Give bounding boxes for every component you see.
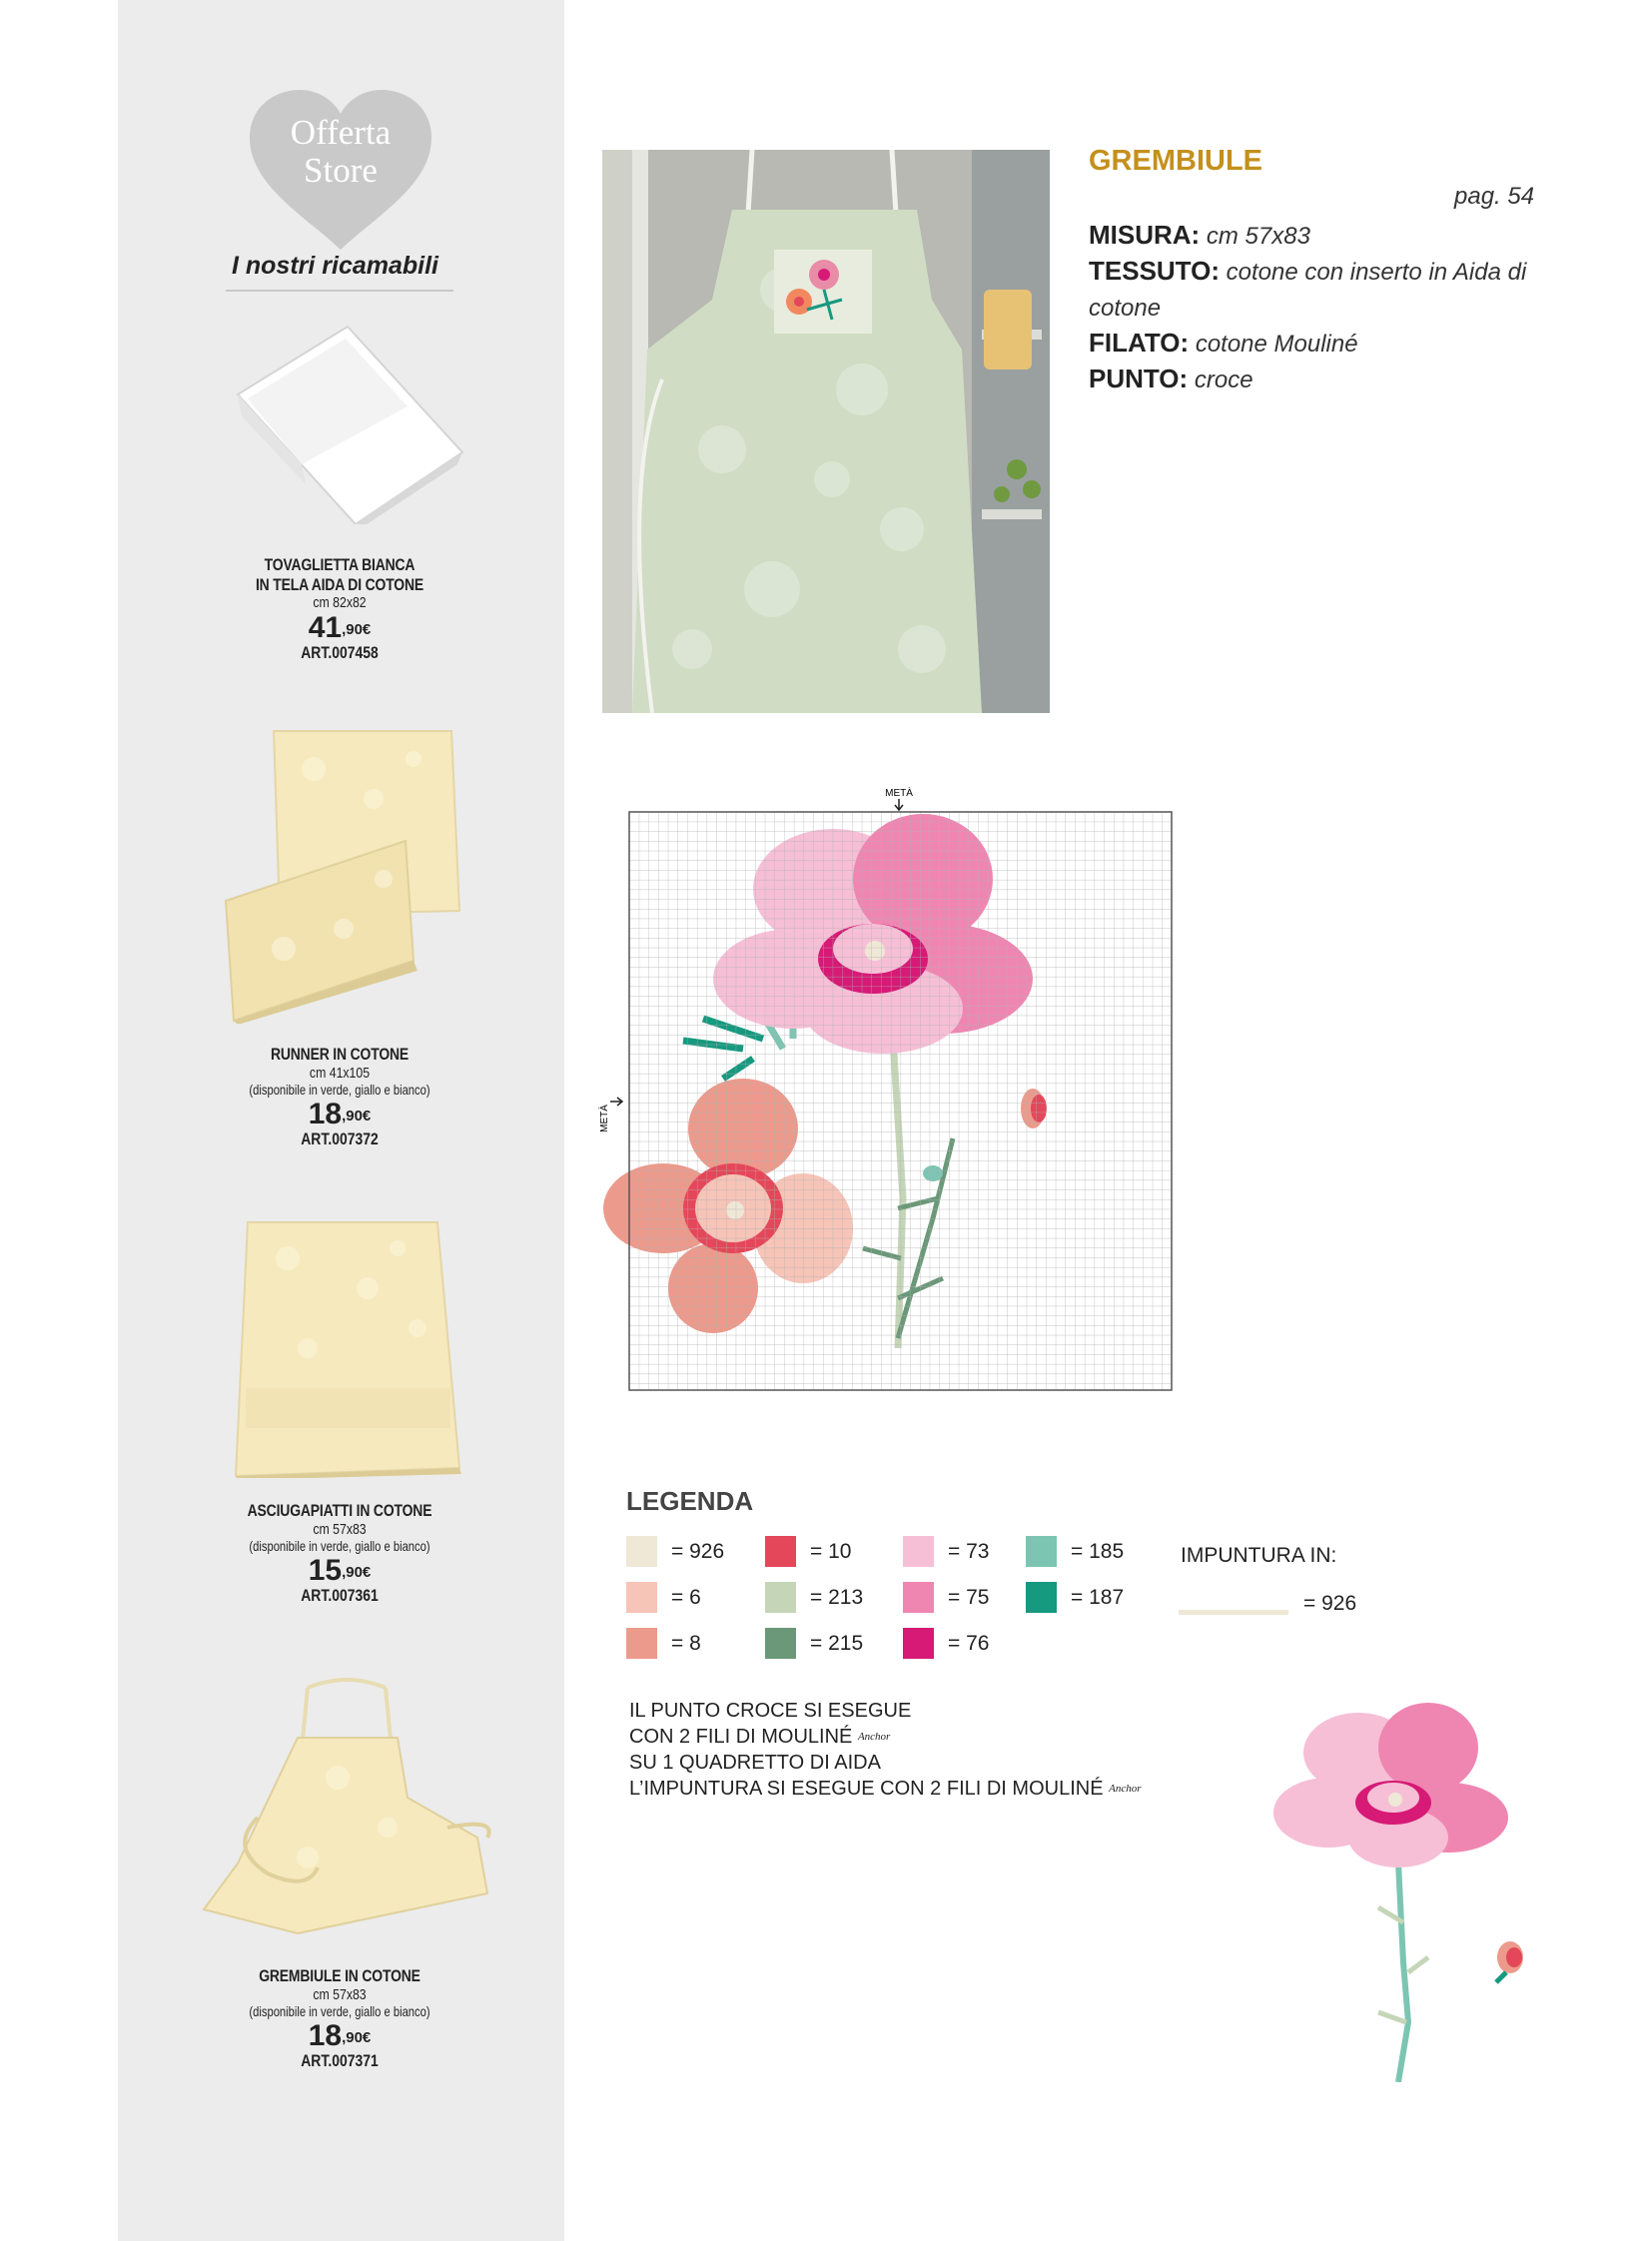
spec-punto: PUNTO: croce	[1089, 364, 1253, 393]
meta-top-label: METÀ	[885, 788, 913, 799]
product-price: $18^{,90€}$	[308, 2018, 372, 2052]
product-name: GREMBIULE IN COTONE	[259, 1966, 420, 1985]
legend-code: = 76	[948, 1632, 990, 1655]
color-swatch	[626, 1582, 657, 1613]
product-runner[interactable]	[180, 1045, 499, 1148]
spec-tessuto: TESSUTO: cotone con inserto in Aida di cotone	[1089, 256, 1527, 322]
product-size: cm 57x83	[313, 1520, 367, 1538]
arrow-down-icon	[895, 799, 903, 810]
legend-code: = 187	[1071, 1586, 1125, 1609]
impuntura-title: IMPUNTURA IN:	[1181, 1544, 1337, 1567]
product-price: $15^{,90€}$	[308, 1553, 372, 1587]
offerta-store-badge	[248, 88, 433, 253]
instruction-line: L’IMPUNTURA SI ESEGUE CON 2 FILI DI MOULINÉ $^{Anchor}$	[629, 1778, 1142, 1800]
color-swatch	[1026, 1582, 1057, 1613]
color-swatch	[765, 1628, 796, 1659]
product-article: ART.007372	[301, 1128, 379, 1148]
page-title: GREMBIULE	[1089, 145, 1262, 177]
arrow-right-icon	[610, 1098, 622, 1106]
legend-code: = 8	[671, 1632, 701, 1655]
placemat-image	[228, 325, 467, 524]
product-note: (disponibile in verde, giallo e bianco)	[249, 2002, 430, 2019]
product-name: RUNNER IN COTONE	[270, 1045, 410, 1064]
legend-code: = 6	[671, 1586, 701, 1609]
product-note: (disponibile in verde, giallo e bianco)	[249, 1081, 430, 1098]
spec-filato: FILATO: cotone Mouliné	[1089, 328, 1358, 358]
apron-photo	[602, 150, 1050, 713]
product-name: ASCIUGAPIATTI IN COTONE	[247, 1501, 432, 1520]
spec-misura: MISURA: cm 57x83	[1089, 220, 1310, 250]
product-price: $41^{,90€}$	[308, 611, 372, 645]
legend-code: = 73	[948, 1540, 990, 1563]
instruction-line: SU 1 QUADRETTO DI AIDA	[629, 1752, 881, 1774]
product-size: cm 41x105	[309, 1064, 371, 1082]
product-note: (disponibile in verde, giallo e bianco)	[249, 1537, 430, 1554]
product-apron[interactable]	[180, 1966, 499, 2070]
legend-code: = 10	[810, 1540, 852, 1563]
color-swatch	[626, 1536, 657, 1567]
product-article: ART.007371	[301, 2050, 379, 2070]
apron-product-image	[198, 1678, 497, 1937]
anchor-logo: Anchor	[1109, 1783, 1142, 1795]
color-swatch	[1026, 1536, 1057, 1567]
color-swatch	[903, 1536, 934, 1567]
legend-code: = 215	[810, 1632, 864, 1655]
color-swatch	[626, 1628, 657, 1659]
color-swatch	[903, 1582, 934, 1613]
anchor-logo: Anchor	[857, 1731, 891, 1743]
impuntura-swatch	[1179, 1610, 1288, 1615]
sidebar-title: I nostri ricamabili	[232, 252, 439, 280]
page-number: pag. 54	[1454, 183, 1535, 210]
legend-code: = 75	[948, 1586, 990, 1609]
product-placemat[interactable]	[180, 555, 499, 663]
sidebar-divider	[226, 290, 453, 292]
stitched-motif-preview	[1258, 1693, 1538, 2082]
instructions	[629, 1698, 1142, 1802]
legend-code: = 926	[671, 1540, 725, 1563]
legend-code: = 213	[810, 1586, 864, 1609]
tea-towel-image	[228, 1218, 467, 1478]
meta-left-label: METÀ	[599, 1105, 610, 1132]
color-swatch	[903, 1628, 934, 1659]
product-name-2: IN TELA AIDA DI COTONE	[255, 574, 424, 594]
product-tea-towel[interactable]	[180, 1501, 499, 1605]
color-swatch	[765, 1582, 796, 1613]
runner-image	[224, 729, 463, 1024]
instruction-line: IL PUNTO CROCE SI ESEGUE	[629, 1700, 912, 1722]
badge-line2: Store	[304, 151, 378, 190]
product-size: cm 57x83	[313, 1985, 367, 2003]
legend-title: LEGENDA	[626, 1486, 754, 1516]
product-article: ART.007361	[301, 1585, 379, 1605]
legend-code: = 185	[1071, 1540, 1125, 1563]
product-name: TOVAGLIETTA BIANCA	[264, 555, 415, 574]
color-swatch	[765, 1536, 796, 1567]
cross-stitch-chart	[593, 779, 1193, 1418]
instruction-line: CON 2 FILI DI MOULINÉ $^{Anchor}$	[629, 1726, 891, 1748]
product-size: cm 82x82	[313, 594, 367, 612]
impuntura-value: = 926	[1303, 1592, 1357, 1615]
product-price: $18^{,90€}$	[308, 1097, 372, 1130]
badge-line1: Offerta	[290, 113, 392, 152]
product-article: ART.007458	[301, 643, 379, 663]
